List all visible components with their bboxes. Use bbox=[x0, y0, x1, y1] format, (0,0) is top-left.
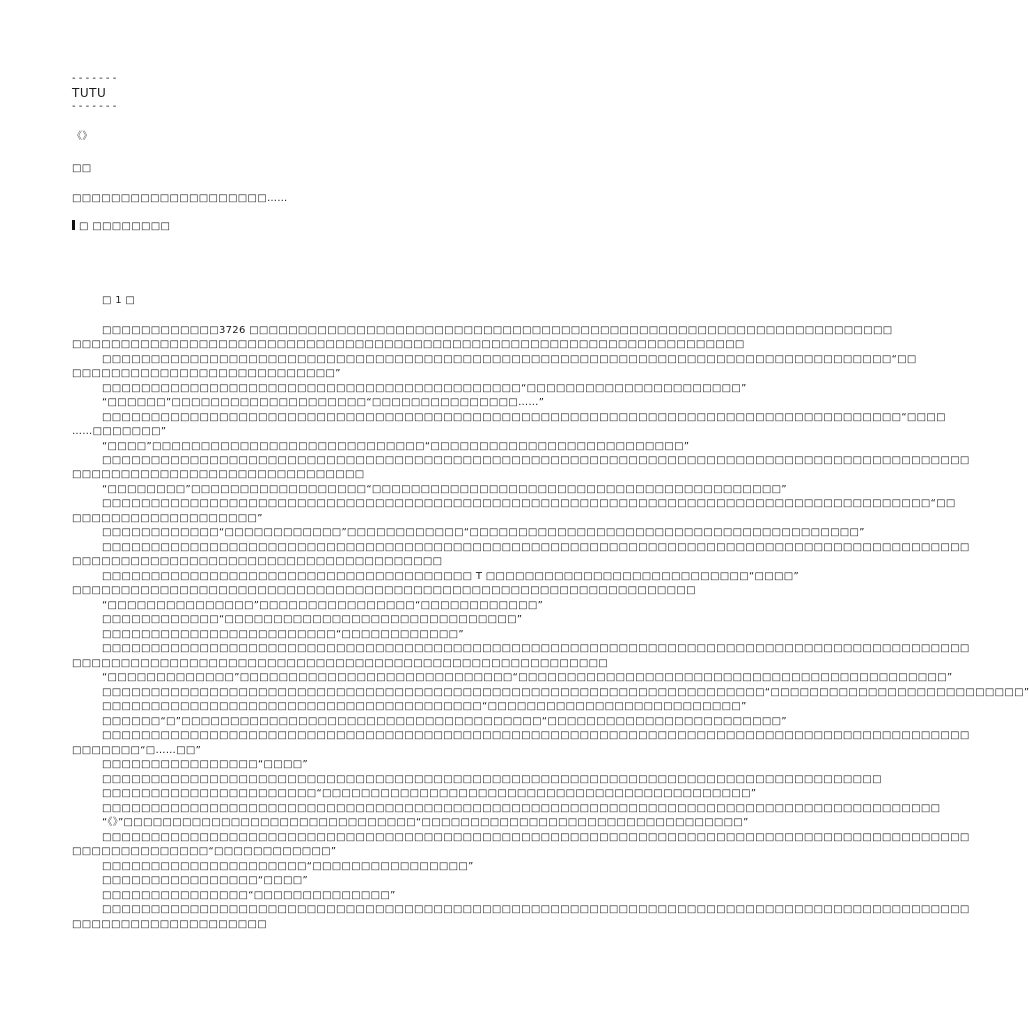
body-line: □□□□□□□□□□□□□□□□□□□□□□□□□□□□□□□□□□□□□□ bbox=[72, 556, 443, 567]
body-line: □□□□□□□□□□□□□□□□□□□□□□□□□□□□□□□□□□□□□□□□□□□□□□□□□□□□□□□□□□□□□□□□□□□□□□□□□□□□□□□□□□□□□□□□□ bbox=[102, 542, 970, 553]
body-line: □□□□□□□□□□□□□□□□□□□□□□□□□□□□□□ bbox=[72, 469, 365, 480]
body-line: □□□□□□□□□□□□□□□□□□□□□□□□□□□□□□□□□□□□□□□□□□□□□□□□□□□□□□□□□□□□□□□□ bbox=[72, 585, 696, 596]
body-line: □□□□□□□□□□□□□□□□□□□□□□□□□□□□□□□□□□□□□□□□□□□□□□□□□□□□□□□□□□□□□□□□□□□□□□□□□□□□□□□□□□“□□□□ bbox=[102, 412, 946, 423]
chapter-heading: □ 1 □ bbox=[102, 295, 136, 306]
body-line: □□□□□□□□□□□□□□□□□□□□□□□□□□□□□□□□□□□□□□□□□□□□□□□□□□□□□□□□□□□□□□□□□□□□□□□□□□□□□□□□□□□□□□□□□ bbox=[102, 455, 970, 466]
tags-line bbox=[72, 220, 170, 234]
body-line: □□□□□□□□□□□□□□□□□□□□□□□□□□□□□□□□□□□□□□□□□□□□□□□□□□□□□□□□□□□□□□□□□□□□□ bbox=[72, 339, 745, 350]
body-line: □□□□□□□□□□□□□□□□□□□□□□□□□□□□□□□□□□□□□□□□□□□□□□□□□□□□□□□□□□□□□□□□□□□□□□□□□□□□□□□□□□□□□□□□□ bbox=[102, 832, 970, 843]
tags-text: □ □□□□□□□□ bbox=[79, 221, 171, 232]
body-line: “□□□□□□□□□□□□□□□”□□□□□□□□□□□□□□□□“□□□□□□□□□□□□” bbox=[102, 600, 544, 611]
body-line: ……□□□□□□□” bbox=[72, 426, 167, 437]
body-line: □□□□□□□□□□□□“□□□□□□□□□□□□□□□□□□□□□□□□□□□□□□” bbox=[102, 614, 523, 625]
body-line: □□□□□□□□□□□□□□□□□□□□□□□□□□□□□□□□□□□□□□□□□□□□□□□□□□□□□□□□□□□□□□□□□□□□“□□□□□□□□□□□□□□□□□□□□□□□□□□” bbox=[102, 687, 1029, 698]
body-line: □□□□□□□□□□□□□□□□□□□□□□□□□□□□□□□□□□□□□□□□□□□□□□□□□□□□□□□□□□□□□□□□□□□□□□□□□□□□□□□□□“□□ bbox=[102, 354, 917, 365]
body-line: □□□□□□□□□□□□□□□□□□□□□□□□□□□” bbox=[72, 368, 341, 379]
body-line: □□□□□□□□□□□□□□□□□□□□□□□□□□□□□□□□□□□□□□□□□□□“□□□□□□□□□□□□□□□□□□□□□□” bbox=[102, 383, 747, 394]
body-line: “□□□□□□□□□□□□□”□□□□□□□□□□□□□□□□□□□□□□□□□□□□“□□□□□□□□□□□□□□□□□□□□□□□□□□□□□□□□□□□□□□□□□□□□” bbox=[102, 672, 953, 683]
body-line: □□□□□□□□□□□□□□□□□□□□□□“□□□□□□□□□□□□□□□□□□□□□□□□□□□□□□□□□□□□□□□□□□□□” bbox=[102, 788, 757, 799]
body-line: □□□□□□□□□□□□□□□“□□□□□□□□□□□□□□” bbox=[102, 890, 396, 901]
body-line: □□□□□□□□□□□□□□□□□□□□□□□□□□□□□□□□□□□□□□□□□□□□□□□□□□□□□□□□□□□□□□□□□□□□□□□□□□□□□□□□□□□□□□□□□ bbox=[102, 643, 970, 654]
document-title: TUTU bbox=[72, 86, 107, 100]
body-line: □□□□□□□“□……□□” bbox=[72, 745, 202, 756]
body-line: □□□□□□□□□□□□□□□□□□□□□□□□□□□□□□□□□□□□□□□□□□□□□□□□□□□□□□□□□□□□□□□□□□□□□□□□□□□□□□□□□□□□□□□□□ bbox=[102, 904, 970, 915]
author-line: □□ bbox=[72, 163, 92, 174]
body-line: □□□□□□□□□□□□□□□□□□□□□□□□□□□□□□□□□□□□□□□□□□□□□□□□□□□□□□□□□□□□□□□□□□□□□□□□□□□□□□□□ bbox=[102, 774, 882, 785]
header-dash-top: - - - - - - - bbox=[72, 73, 117, 84]
body-line: “《》”□□□□□□□□□□□□□□□□□□□□□□□□□□□□□□“□□□□□□□□□□□□□□□□□□□□□□□□□□□□□□□□□” bbox=[102, 817, 749, 828]
tag-marker-icon bbox=[72, 220, 75, 230]
body-line: □□□□□□□□□□□□□□□□□□□□□□□□□□□□□□□□□□□□□□□□□□□□□□□□□□□□□□□ bbox=[72, 658, 609, 669]
body-line: □□□□□□□□□□□□□□□□“□□□□” bbox=[102, 759, 308, 770]
body-line: “□□□□”□□□□□□□□□□□□□□□□□□□□□□□□□□□□“□□□□□□□□□□□□□□□□□□□□□□□□□□” bbox=[102, 441, 690, 452]
body-line: □□□□□□□□□□□□□□□□□□□□□□□□□□□□□□□□□□□□□□□□□□□□□□□□□□□□□□□□□□□□□□□□□□□□□□□□□□□□□□□□□□□□□□□□□ bbox=[102, 730, 970, 741]
summary-line: □□□□□□□□□□□□□□□□□□□□…… bbox=[72, 193, 288, 204]
body-line: □□□□□□□□□□□□□□□□□□□□□□□□□□□□□□□□□□□□□□□□□□□□□□□□□□□□□□□□□□□□□□□□□□□□□□□□□□□□□□□□□□□□□“□□ bbox=[102, 498, 956, 509]
body-line: □□□□□□□□□□□□□□“□□□□□□□□□□□□” bbox=[72, 846, 337, 857]
body-line: □□□□□□□□□□□□□□□□□□□” bbox=[72, 513, 263, 524]
body-line: □□□□□□□□□□□□□□□□□□□□□□□□□□□□□□□□□□□□□□ T □□□□□□□□□□□□□□□□□□□□□□□□□□□“□□□□” bbox=[102, 571, 799, 582]
body-line: □□□□□□□□□□□□□□□□“□□□□” bbox=[102, 875, 308, 886]
body-line: □□□□□□□□□□□□□□□□□□□□□“□□□□□□□□□□□□□□□□” bbox=[102, 861, 474, 872]
body-line: □□□□□□“□”□□□□□□□□□□□□□□□□□□□□□□□□□□□□□□□□□□□□□“□□□□□□□□□□□□□□□□□□□□□□□□” bbox=[102, 716, 787, 727]
body-line: □□□□□□□□□□□□□□□□□□□□ bbox=[72, 919, 267, 930]
body-line: “□□□□□□”□□□□□□□□□□□□□□□□□□□□“□□□□□□□□□□□□□□□……” bbox=[102, 397, 545, 408]
body-line: □□□□□□□□□□□□“□□□□□□□□□□□□”□□□□□□□□□□□□“□□□□□□□□□□□□□□□□□□□□□□□□□□□□□□□□□□□□□□□□” bbox=[102, 527, 865, 538]
body-line: □□□□□□□□□□□□□□□□□□□□□□□□□□□□□□□□□□□□□□□□□□□□□□□□□□□□□□□□□□□□□□□□□□□□□□□□□□□□□□□□□□□□□□ bbox=[102, 803, 941, 814]
body-line: □□□□□□□□□□□□□□□□□□□□□□□□□□□□□□□□□□□□□□□“□□□□□□□□□□□□□□□□□□□□□□□□□□” bbox=[102, 701, 747, 712]
body-line: □□□□□□□□□□□□3726 □□□□□□□□□□□□□□□□□□□□□□□□□□□□□□□□□□□□□□□□□□□□□□□□□□□□□□□□□□□□□□□□□□ bbox=[102, 325, 893, 336]
book-title-mark: 《》 bbox=[72, 131, 93, 142]
header-dash-bottom: - - - - - - - bbox=[72, 101, 117, 112]
body-line: “□□□□□□□□”□□□□□□□□□□□□□□□□□□“□□□□□□□□□□□□□□□□□□□□□□□□□□□□□□□□□□□□□□□□□□” bbox=[102, 484, 787, 495]
body-line: □□□□□□□□□□□□□□□□□□□□□□□□“□□□□□□□□□□□□” bbox=[102, 629, 464, 640]
